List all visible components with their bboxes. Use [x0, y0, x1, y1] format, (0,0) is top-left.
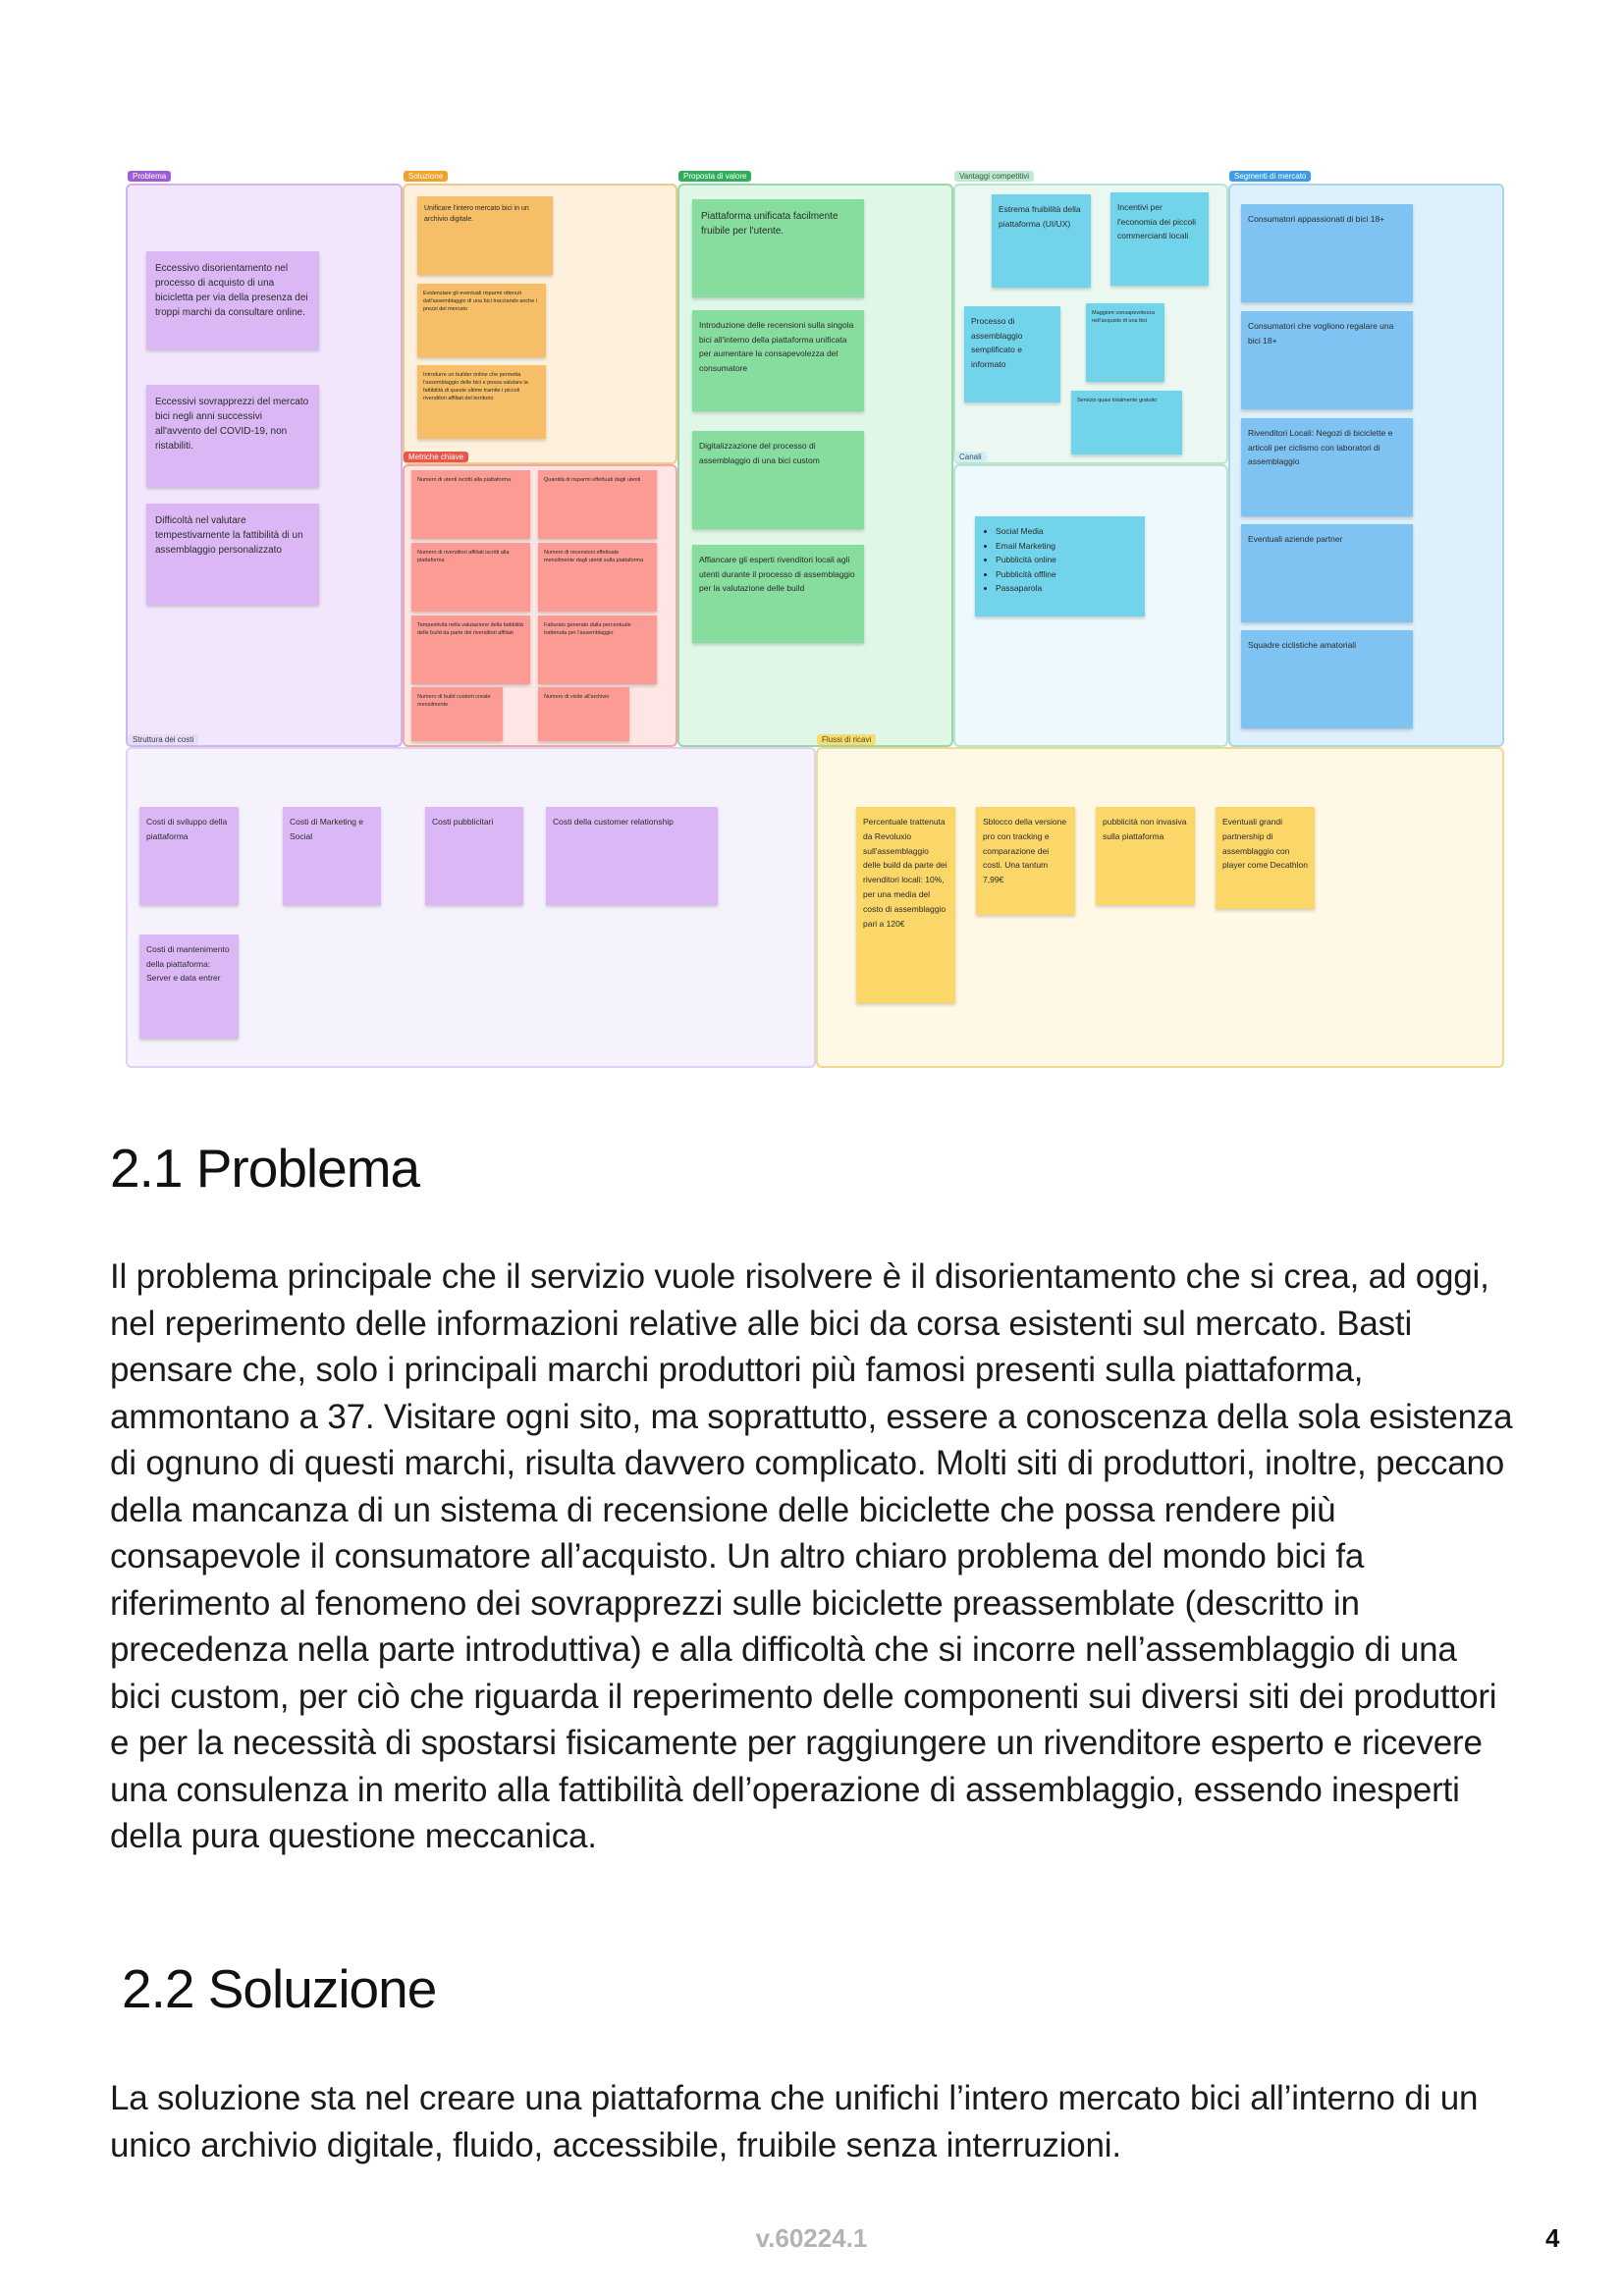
sticky-note[interactable]: Percentuale trattenuta da Revoluxio sull'assemblaggio delle build da parte dei rivenditori locali: 10%, per una media del costo di assemblaggio pari a 120€ [856, 807, 955, 1003]
sticky-note[interactable]: Consumatori che vogliono regalare una bici 18+ [1241, 311, 1413, 409]
sticky-note[interactable]: Costi della customer relationship [546, 807, 718, 905]
tag-costi: Struttura dei costi [128, 734, 198, 745]
tag-segmenti: Segmenti di mercato [1229, 171, 1311, 182]
tag-metriche: Metriche chiave [404, 452, 468, 462]
tag-problema: Problema [128, 171, 171, 182]
sticky-note[interactable]: Rivenditori Locali: Negozi di biciclette e articoli per ciclismo con laboratori di assemblaggio [1241, 418, 1413, 516]
sticky-note[interactable]: Numero di rivenditori affiliati iscritti alla piattaforma [411, 543, 530, 612]
sticky-note[interactable]: Unificare l'intero mercato bici in un archivio digitale. [417, 196, 553, 275]
tag-vantaggi: Vantaggi competitivi [954, 171, 1034, 182]
sticky-note[interactable]: Tempestività nella valutazione della fattibilità delle build da parte dei rivenditori affiliati [411, 615, 530, 684]
sticky-note[interactable]: Piattaforma unificata facilmente fruibile per l'utente. [692, 199, 864, 297]
tag-canali: Canali [954, 452, 987, 462]
sticky-note[interactable]: Consumatori appassionati di bici 18+ [1241, 204, 1413, 302]
sticky-note[interactable]: Eccessivi sovrapprezzi del mercato bici negli anni successivi all'avvento del COVID-19, non ristabiliti. [146, 385, 319, 487]
sticky-note[interactable]: Processo di assemblaggio semplificato e informato [964, 306, 1060, 402]
sticky-note[interactable]: Numero di utenti iscritti alla piattaforma [411, 470, 530, 539]
sticky-note[interactable]: Sblocco della versione pro con tracking e comparazione dei costi. Una tantum 7,99€ [976, 807, 1075, 915]
list-item: • Passaparola [996, 581, 1138, 596]
sticky-note[interactable]: Incentivi per l'economia dei piccoli commercianti locali [1110, 192, 1209, 286]
sticky-note[interactable]: Servizio quasi totalmente gratuito [1071, 391, 1182, 454]
sticky-note[interactable]: Numero di build custom create mensilmente [411, 687, 503, 741]
sticky-note[interactable]: Affiancare gli esperti rivenditori locali agli utenti durante il processo di assemblaggio per la valutazione delle build [692, 545, 864, 643]
sticky-note[interactable]: Eventuali aziende partner [1241, 524, 1413, 622]
channels-list [982, 524, 1138, 596]
sticky-note[interactable]: Quantità di risparmi effettuati dagli utenti [538, 470, 657, 539]
tag-proposta: Proposta di valore [678, 171, 751, 182]
sticky-note[interactable]: Difficoltà nel valutare tempestivamente la fattibilità di un assemblaggio personalizzato [146, 504, 319, 605]
sticky-note[interactable]: Introdurre un builder online che permetta l'assemblaggio delle bici e possa valutare la fattibilità di queste ultime tramite i piccoli rivenditori affiliati del territorio [417, 365, 546, 439]
document-version: v.60224.1 [755, 2223, 868, 2253]
paragraph-soluzione: La soluzione sta nel creare una piattaforma che unifichi l’intero mercato bici all’interno di un unico archivio digitale, fluido, accessibile, fruibile senza interruzioni. [110, 2079, 1479, 2164]
sticky-note[interactable]: Digitalizzazione del processo di assemblaggio di una bici custom [692, 431, 864, 529]
sticky-note[interactable]: Eccessivo disorientamento nel processo di acquisto di una bicicletta per via della presenza dei troppi marchi da consultare online. [146, 251, 319, 349]
list-item: • Social Media [996, 524, 1138, 539]
sticky-note[interactable]: Numero di recensioni effettuate mensilmente dagli utenti sulla piattaforma [538, 543, 657, 612]
sticky-note[interactable]: Costi di sviluppo della piattaforma [139, 807, 239, 905]
sticky-note[interactable]: Maggiore consapevolezza nell'acquisto di una bici [1086, 303, 1164, 382]
sticky-note[interactable]: Fatturato generato dalla percentuale trattenuta per l'assemblaggio [538, 615, 657, 684]
list-item: • Pubblicità online [996, 553, 1138, 567]
sticky-note[interactable]: Squadre ciclistiche amatoriali [1241, 630, 1413, 728]
tag-soluzione: Soluzione [404, 171, 448, 182]
section-heading-problema: 2.1 Problema [110, 1138, 420, 1199]
list-item: • Pubblicità offline [996, 567, 1138, 582]
tag-ricavi: Flussi di ricavi [817, 734, 876, 745]
sticky-note[interactable]: Estrema fruibilità della piattaforma (UI/UX) [992, 194, 1091, 288]
paragraph-problema: Il problema principale che il servizio vuole risolvere è il disorientamento che si crea, ad oggi, nel reperimento delle informazioni relative alle bici da corsa esistenti sul mercato. Basti pensare che, solo i principali marchi produttori più famosi presenti sulla piattaforma, ammontano a 37. Visitare ogni sito, ma soprattutto, essere a conoscenza della sola esistenza di ognuno di questi marchi, risulta davvero complicato. Molti siti di produttori, inoltre, peccano della mancanza di un sistema di recensione delle biciclette che possa rendere più consapevole il consumatore all’acquisto. Un altro chiaro problema del mondo bici fa riferimento al fenomeno dei sovrapprezzi sulle biciclette preassemblate (descritto in precedenza nella parte introduttiva) e alla difficoltà che si incorre nell’assemblaggio di una bici custom, per ciò che riguarda il reperimento delle componenti sui diversi siti dei produttori e per la necessità di spostarsi fisicamente per raggiungere un rivenditore esperto e ricevere una consulenza in merito alla fattibilità dell’operazione di assemblaggio, essendo inesperti della pura questione meccanica. [110, 1257, 1513, 1855]
sticky-note[interactable]: pubblicità non invasiva sulla piattaforma [1096, 807, 1195, 905]
sticky-note[interactable]: Costi di Marketing e Social [283, 807, 381, 905]
sticky-note[interactable]: Introduzione delle recensioni sulla singola bici all'interno della piattaforma unificata per aumentare la consapevolezza del consumatore [692, 310, 864, 411]
section-heading-soluzione: 2.2 Soluzione [122, 1958, 437, 2019]
page-number: 4 [1545, 2223, 1560, 2253]
sticky-note[interactable]: Costi pubblicitari [425, 807, 523, 905]
sticky-note[interactable]: Evidenziare gli eventuali risparmi ottenuti dall'assemblaggio di una bici tracciando anche i prezzi del mercato [417, 284, 546, 357]
channels-note[interactable] [975, 516, 1145, 616]
list-item: • Email Marketing [996, 539, 1138, 554]
sticky-note[interactable]: Costi di mantenimento della piattaforma: Server e data entrer [139, 934, 239, 1039]
sticky-note[interactable]: Numero di visite all'archivio [538, 687, 629, 741]
sticky-note[interactable]: Eventuali grandi partnership di assemblaggio con player come Decathlon [1216, 807, 1315, 909]
